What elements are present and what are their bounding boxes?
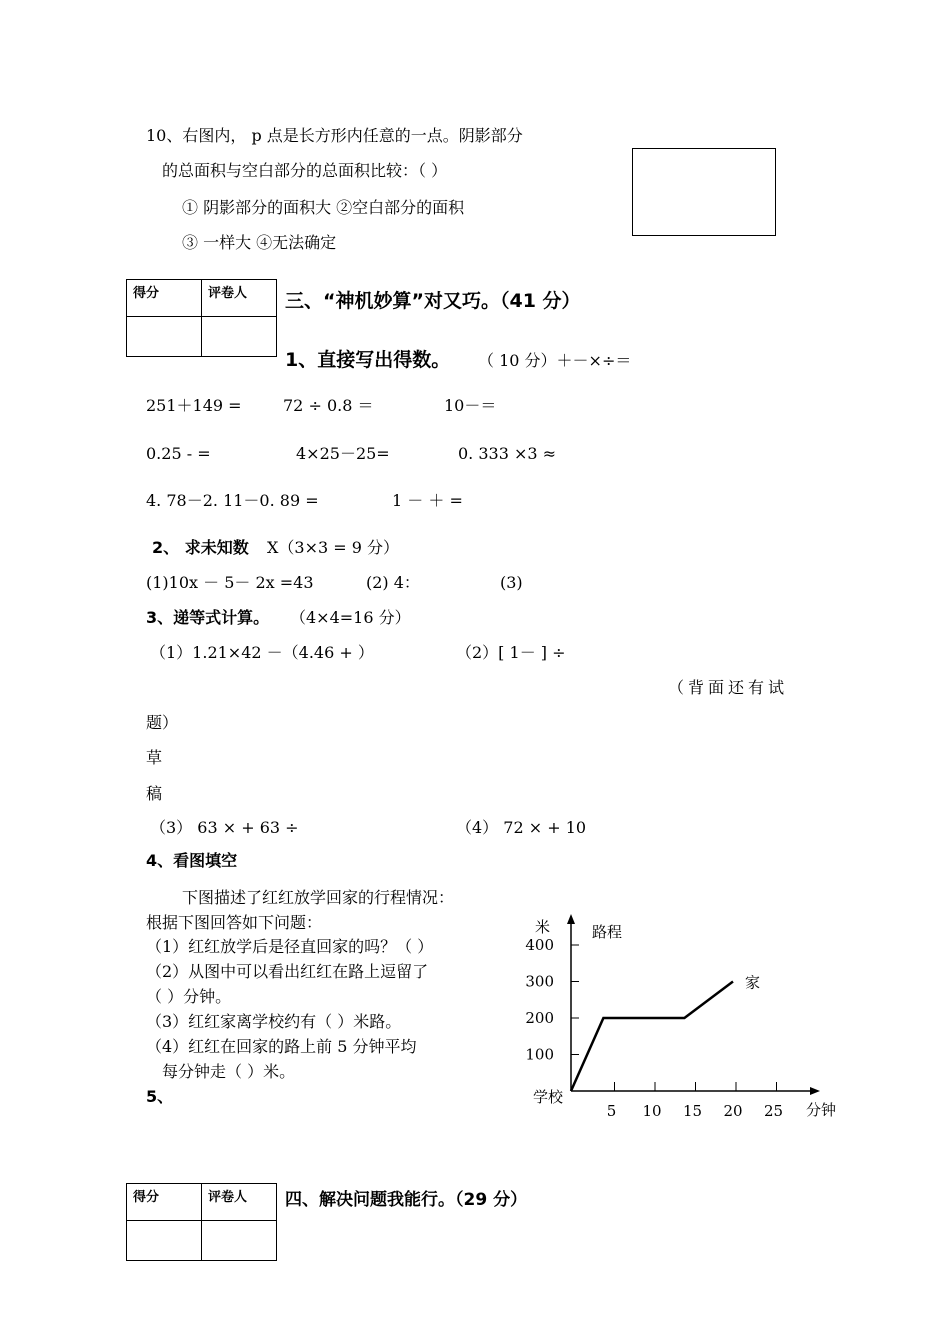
q10-option-1: ① 阴影部分的面积大 ②空白部分的面积 — [182, 198, 465, 217]
q3-expr-3: （3） 63 × + 63 ÷ — [150, 818, 299, 837]
draft-label-2: 稿 — [146, 784, 163, 803]
y-tick-label: 400 — [525, 936, 554, 954]
score-header: 得分 — [127, 280, 202, 317]
calc-7: 4. 78－2. 11－0. 89 = — [146, 491, 319, 510]
end-label: 家 — [745, 973, 761, 992]
calc-8: 1 － ＋ = — [392, 491, 463, 510]
draft-label-1: 草 — [146, 748, 163, 767]
y-axis-label: 路程 — [592, 923, 623, 941]
q1-title: 1、直接写出得数。 — [285, 349, 451, 371]
grader-cell[interactable] — [202, 1221, 277, 1261]
q3-title: 3、递等式计算。 — [146, 608, 270, 627]
grader-header: 评卷人 — [202, 280, 277, 317]
q4-title: 4、看图填空 — [146, 851, 238, 870]
x-axis-label: 分钟 — [806, 1101, 837, 1119]
q4-instruction: 根据下图回答如下问题： — [146, 913, 323, 932]
q4-question-2-cont: （ ）分钟。 — [146, 987, 232, 1006]
x-tick-label: 20 — [723, 1102, 743, 1120]
grader-header: 评卷人 — [202, 1184, 277, 1221]
q3-expr-2: （2）[ 1－ ] ÷ — [456, 643, 566, 662]
x-tick-label: 15 — [682, 1102, 703, 1120]
x-axis-arrow — [810, 1087, 820, 1095]
q10-line1: 10、右图内， p 点是长方形内任意的一点。阴影部分 — [146, 126, 523, 145]
q1-points: （ 10 分）＋－×÷＝ — [478, 351, 632, 370]
q5-label: 5、 — [146, 1087, 174, 1106]
calc-2: 72 ÷ 0.8 ＝ — [283, 396, 374, 415]
q10-line2: 的总面积与空白部分的总面积比较：（ ） — [162, 161, 448, 180]
q2-points: X（3×3 = 9 分） — [267, 538, 400, 557]
calc-1: 251＋149 = — [146, 396, 242, 415]
q3-points: （4×4=16 分） — [290, 608, 411, 627]
score-header: 得分 — [127, 1184, 202, 1221]
y-tick-label: 200 — [525, 1009, 554, 1027]
score-cell[interactable] — [127, 1221, 202, 1261]
q3-expr-4: （4） 72 × + 10 — [456, 818, 587, 837]
q4-question-4: （4）红红在回家的路上前 5 分钟平均 — [146, 1037, 417, 1056]
x-tick-label: 5 — [606, 1102, 617, 1120]
score-table-2 — [126, 1183, 277, 1261]
x-tick-label: 25 — [763, 1102, 784, 1120]
q4-question-3: （3）红红家离学校约有（ ）米路。 — [146, 1012, 402, 1031]
back-note-end: 题） — [146, 713, 179, 732]
section-4-title: 四、解决问题我能行。（29 分） — [285, 1190, 528, 1210]
route-line — [571, 982, 733, 1092]
q3-expr-1: （1）1.21×42 －（4.46 + ） — [150, 643, 374, 662]
q2-equation-3: (3) — [500, 573, 523, 592]
q2-title: 2、 求未知数 — [152, 538, 249, 557]
back-note: （背面还有试 — [668, 678, 789, 697]
calc-3: 10－＝ — [444, 396, 497, 415]
y-unit-label: 米 — [535, 918, 551, 936]
q2-equation-2: (2) 4： — [366, 573, 420, 592]
y-tick-label: 100 — [525, 1045, 554, 1064]
q2-equation-1: (1)10x － 5－ 2x =43 — [146, 573, 314, 592]
q4-intro: 下图描述了红红放学回家的行程情况： — [182, 888, 455, 907]
calc-5: 4×25－25= — [296, 444, 390, 463]
y-axis-arrow — [567, 914, 575, 924]
calc-6: 0. 333 ×3 ≈ — [458, 444, 557, 463]
y-tick-label: 300 — [525, 972, 554, 991]
q4-question-1: （1）红红放学后是径直回家的吗？（ ） — [146, 937, 434, 956]
q10-option-2: ③ 一样大 ④无法确定 — [182, 233, 337, 252]
origin-label: 学校 — [533, 1088, 564, 1106]
section-3-title: 三、“神机妙算”对又巧。（41 分） — [285, 290, 581, 312]
calc-4: 0.25 - = — [146, 444, 211, 463]
q4-question-2: （2）从图中可以看出红红在路上逗留了 — [146, 962, 429, 981]
q4-question-4-cont: 每分钟走（ ）米。 — [162, 1062, 296, 1081]
x-tick-label: 10 — [642, 1102, 662, 1120]
